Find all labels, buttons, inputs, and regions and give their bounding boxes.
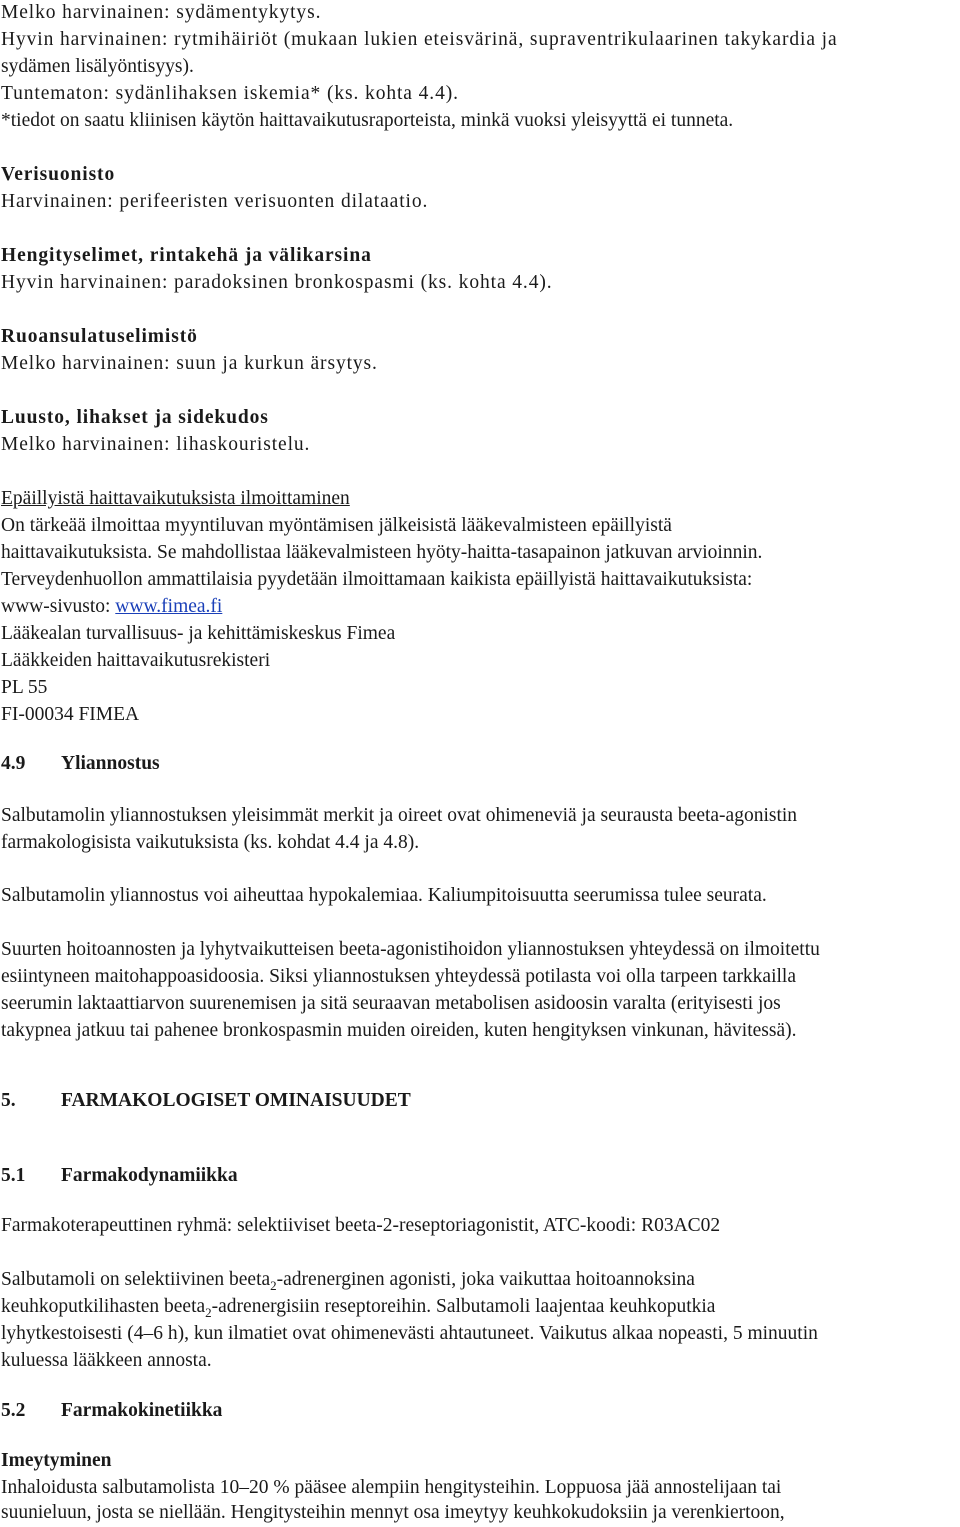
- text-line: esiintyneen maitohappoasidoosia. Siksi yliannostuksen yhteydessä potilasta voi olla tarpeen tarkkailla: [1, 966, 796, 987]
- text-line: FI-00034 FIMEA: [1, 704, 140, 725]
- text-line: Hyvin harvinainen: rytmihäiriöt (mukaan lukien eteisvärinä, supraventrikulaarinen takykardia ja: [1, 29, 838, 50]
- section-title: FARMAKOLOGISET OMINAISUUDET: [61, 1090, 411, 1111]
- section-heading-5-1: [1, 1163, 238, 1190]
- section-title: Farmakokinetiikka: [61, 1400, 223, 1421]
- text-line: PL 55: [1, 677, 48, 698]
- text-line: Melko harvinainen: lihaskouristelu.: [1, 434, 311, 455]
- section-heading: Luusto, lihakset ja sidekudos: [1, 407, 269, 428]
- section-number: 4.9: [1, 753, 26, 774]
- text-line: Salbutamolin yliannostus voi aiheuttaa hypokalemiaa. Kaliumpitoisuutta seerumissa tulee seurata.: [1, 885, 767, 906]
- section-heading-4-9: [1, 751, 160, 778]
- text-line: seerumin laktaattiarvon suurenemisen ja sitä seuraavan metabolisen asidoosin varalta (erityisesti jos: [1, 993, 781, 1014]
- subsection-heading: Imeytyminen: [1, 1450, 112, 1471]
- reporting-heading: Epäillyistä haittavaikutuksista ilmoittaminen: [1, 488, 350, 509]
- fimea-link[interactable]: www.fimea.fi: [115, 596, 223, 617]
- text-fragment: keuhkoputkilihasten beeta: [1, 1296, 206, 1317]
- text-fragment: www-sivusto:: [1, 596, 116, 617]
- text-line: On tärkeää ilmoittaa myyntiluvan myöntämisen jälkeisistä lääkevalmisteen epäillyistä: [1, 515, 672, 536]
- text-line: Melko harvinainen: suun ja kurkun ärsytys.: [1, 353, 378, 374]
- text-fragment: -adrenerginen agonisti, joka vaikuttaa hoitoannoksina: [276, 1269, 695, 1290]
- text-line: Lääkkeiden haittavaikutusrekisteri: [1, 650, 271, 671]
- section-number: 5.: [1, 1090, 16, 1111]
- text-line: suunieluun, josta se niellään. Hengitysteihin mennyt osa imeytyy keuhkokudoksiin ja verenkiertoon,: [1, 1502, 785, 1523]
- section-heading-5: [1, 1088, 411, 1115]
- subscript: 2: [205, 1305, 212, 1320]
- section-number: 5.1: [1, 1165, 26, 1186]
- text-line: Suurten hoitoannosten ja lyhytvaikutteisen beeta-agonistihoidon yliannostuksen yhteydessä on ilmoitettu: [1, 939, 820, 960]
- text-line: kuluessa lääkkeen annosta.: [1, 1350, 212, 1371]
- section-number: 5.2: [1, 1400, 26, 1421]
- text-line: takypnea jatkuu tai pahenee bronkospasmin muiden oireiden, kuten hengityksen vinkunan, hävitessä).: [1, 1020, 797, 1041]
- section-heading-5-2: [1, 1398, 222, 1425]
- text-line: Harvinainen: perifeeristen verisuonten dilataatio.: [1, 191, 429, 212]
- text-line: Melko harvinainen: sydämentykytys.: [1, 2, 322, 23]
- text-line: [1, 1267, 695, 1294]
- text-line: Salbutamolin yliannostuksen yleisimmät merkit ja oireet ovat ohimeneviä ja seurausta beeta-agonistin: [1, 805, 798, 826]
- text-fragment: Salbutamoli on selektiivinen beeta: [1, 1269, 271, 1290]
- section-title: Farmakodynamiikka: [61, 1165, 238, 1186]
- text-line: Lääkealan turvallisuus- ja kehittämiskeskus Fimea: [1, 623, 396, 644]
- text-line: sydämen lisälyöntisyys).: [1, 56, 194, 77]
- text-line: haittavaikutuksista. Se mahdollistaa lääkevalmisteen hyöty-haitta-tasapainon jatkuvan arvioinnin.: [1, 542, 763, 563]
- text-line: Tuntematon: sydänlihaksen iskemia* (ks. kohta 4.4).: [1, 83, 459, 104]
- text-line: Inhaloidusta salbutamolista 10–20 % pääsee alempiin hengitysteihin. Loppuosa jää annostelijaan tai: [1, 1477, 782, 1498]
- text-line: Farmakoterapeuttinen ryhmä: selektiiviset beeta-2-reseptoriagonistit, ATC-koodi: R03AC02: [1, 1215, 721, 1236]
- section-heading: Ruoansulatuselimistö: [1, 326, 198, 347]
- text-line: *tiedot on saatu kliinisen käytön haittavaikutusraporteista, minkä vuoksi yleisyyttä ei tunneta.: [1, 110, 734, 131]
- text-line: lyhytkestoisesti (4–6 h), kun ilmatiet ovat ohimenevästi ahtautuneet. Vaikutus alkaa nopeasti, 5 minuutin: [1, 1323, 818, 1344]
- subscript: 2: [270, 1278, 277, 1293]
- section-title: Yliannostus: [61, 753, 160, 774]
- text-line: farmakologisista vaikutuksista (ks. kohdat 4.4 ja 4.8).: [1, 832, 420, 853]
- text-line: [1, 594, 222, 621]
- text-line: Terveydenhuollon ammattilaisia pyydetään ilmoittamaan kaikista epäillyistä haittavaikutuksista:: [1, 569, 753, 590]
- text-fragment: -adrenergisiin reseptoreihin. Salbutamoli laajentaa keuhkoputkia: [211, 1296, 716, 1317]
- section-heading: Hengityselimet, rintakehä ja välikarsina: [1, 245, 372, 266]
- text-line: [1, 1294, 715, 1321]
- text-line: Hyvin harvinainen: paradoksinen bronkospasmi (ks. kohta 4.4).: [1, 272, 553, 293]
- section-heading: Verisuonisto: [1, 164, 116, 185]
